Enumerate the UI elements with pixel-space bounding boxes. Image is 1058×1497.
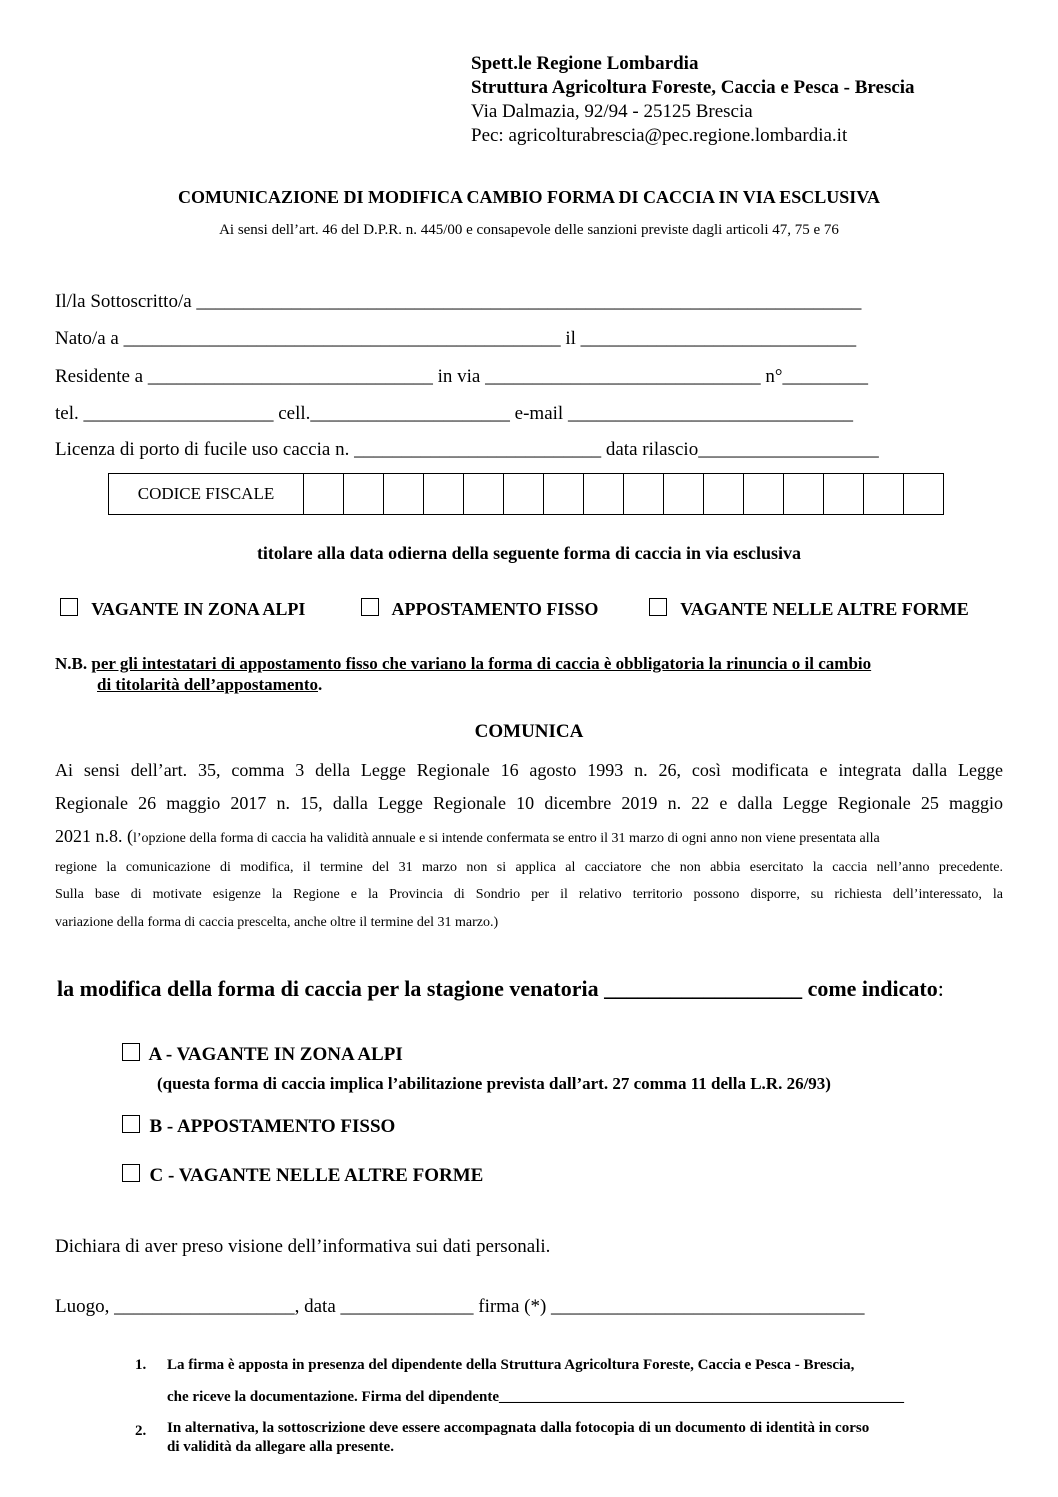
codice-fiscale-cell[interactable] xyxy=(824,474,864,515)
footnote-1-line-1: La firma è apposta in presenza del dipendente della Struttura Agricoltura Foreste, Caccia e Pesca - Brescia, xyxy=(167,1357,855,1373)
document-subtitle: Ai sensi dell’art. 46 del D.P.R. n. 445/00 e consapevole delle sanzioni previste dagli articoli 47, 75 e 76 xyxy=(219,222,839,238)
new-option-b-label: B - APPOSTAMENTO FISSO xyxy=(149,1116,396,1137)
codice-fiscale-cell[interactable] xyxy=(704,474,744,515)
body-line-3-small: l’opzione della forma di caccia ha validità annuale e si intende confermata se entro il 31 marzo di ogni anno non viene presentata alla xyxy=(133,831,880,846)
new-option-a[interactable] xyxy=(122,1043,403,1066)
recipient-address: Via Dalmazia, 92/94 - 25125 Brescia xyxy=(471,101,753,122)
new-option-c[interactable] xyxy=(122,1164,483,1187)
codice-fiscale-cell[interactable] xyxy=(424,474,464,515)
field-licenza[interactable]: Licenza di porto di fucile uso caccia n. __________________________ data rilascio___________________ xyxy=(55,439,879,460)
document-title: COMUNICAZIONE DI MODIFICA CAMBIO FORMA DI CACCIA IN VIA ESCLUSIVA xyxy=(178,187,880,207)
body-line-2: Regionale 26 maggio 2017 n. 15, dalla Legge Regionale 10 dicembre 2019 n. 22 e dalla Legge Regionale 25 maggio xyxy=(55,793,1003,813)
body-line-3-start: 2021 n.8. ( xyxy=(55,826,133,846)
body-line-1: Ai sensi dell’art. 35, comma 3 della Legge Regionale 16 agosto 1993 n. 26, così modificata e integrata dalla Legge xyxy=(55,760,1003,780)
checkbox-icon[interactable] xyxy=(122,1164,140,1182)
current-option-alpi[interactable] xyxy=(60,598,305,620)
new-option-a-note: (questa forma di caccia implica l’abilitazione prevista dall’art. 27 comma 11 della L.R. 26/93) xyxy=(157,1074,831,1093)
checkbox-icon[interactable] xyxy=(649,598,667,616)
current-option-label: VAGANTE IN ZONA ALPI xyxy=(91,599,306,619)
codice-fiscale-cell[interactable] xyxy=(784,474,824,515)
body-line-4: regione la comunicazione di modifica, il termine del 31 marzo non si applica al cacciatore che non abbia esercitato la caccia nell’anno precedente. xyxy=(55,860,1003,875)
footnote-2-line-2: di validità da allegare alla presente. xyxy=(167,1439,394,1455)
codice-fiscale-cell[interactable] xyxy=(544,474,584,515)
codice-fiscale-cell[interactable] xyxy=(864,474,904,515)
checkbox-icon[interactable] xyxy=(361,598,379,616)
codice-fiscale-cell[interactable] xyxy=(584,474,624,515)
current-option-appostamento[interactable] xyxy=(361,598,598,620)
codice-fiscale-cell[interactable] xyxy=(904,474,944,515)
footnote-2-number: 2. xyxy=(135,1423,147,1439)
codice-fiscale-cell[interactable] xyxy=(504,474,544,515)
field-residente[interactable]: Residente a ______________________________ in via _____________________________ n°_________ xyxy=(55,366,868,387)
codice-fiscale-cell[interactable] xyxy=(344,474,384,515)
codice-fiscale-label: CODICE FISCALE xyxy=(109,474,304,515)
dichiara-text: Dichiara di aver preso visione dell’informativa sui dati personali. xyxy=(55,1236,551,1257)
nb-text-line-2: di titolarità dell’appostamento xyxy=(97,675,318,694)
codice-fiscale-cell[interactable] xyxy=(624,474,664,515)
footnote-2-line-1: In alternativa, la sottoscrizione deve essere accompagnata dalla fotocopia di un documento di identità in corso xyxy=(167,1420,870,1436)
codice-fiscale-cell[interactable] xyxy=(304,474,344,515)
checkbox-icon[interactable] xyxy=(122,1115,140,1133)
footnote-1-number: 1. xyxy=(135,1357,147,1373)
current-option-altre[interactable] xyxy=(649,598,969,620)
nb-prefix: N.B. xyxy=(55,654,88,673)
comunica-heading: COMUNICA xyxy=(474,721,584,742)
codice-fiscale-grid[interactable] xyxy=(108,473,944,515)
nb-text-line-1: per gli intestatari di appostamento fisso che variano la forma di caccia è obbligatoria la rinuncia o il cambio xyxy=(91,654,872,673)
modifica-text: la modifica della forma di caccia per la stagione venatoria __________________ come indicato xyxy=(57,976,938,1001)
recipient-line-2: Struttura Agricoltura Foreste, Caccia e Pesca - Brescia xyxy=(471,77,915,98)
checkbox-icon[interactable] xyxy=(122,1043,140,1061)
codice-fiscale-cell[interactable] xyxy=(464,474,504,515)
nb-period: . xyxy=(318,675,323,694)
signature-line[interactable]: Luogo, ___________________, data ______________ firma (*) _________________________________ xyxy=(55,1296,865,1317)
modifica-line xyxy=(57,976,944,1002)
codice-fiscale-cell[interactable] xyxy=(384,474,424,515)
field-contatti[interactable]: tel. ____________________ cell._____________________ e-mail ______________________________ xyxy=(55,403,853,424)
new-option-a-label: A - VAGANTE IN ZONA ALPI xyxy=(148,1044,403,1065)
current-option-label: VAGANTE NELLE ALTRE FORME xyxy=(680,599,969,619)
recipient-pec: Pec: agricolturabrescia@pec.regione.lombardia.it xyxy=(471,125,848,146)
current-option-label: APPOSTAMENTO FISSO xyxy=(391,599,599,619)
codice-fiscale-cell[interactable] xyxy=(744,474,784,515)
body-line-5: Sulla base di motivate esigenze la Regione e la Provincia di Sondrio per il relativo territorio possono disporre, su richiesta dell’interessato, la xyxy=(55,887,1003,902)
nb-note-line-2 xyxy=(97,675,322,695)
checkbox-icon[interactable] xyxy=(60,598,78,616)
field-nato[interactable]: Nato/a a ______________________________________________ il _____________________________ xyxy=(55,328,857,349)
new-option-b[interactable] xyxy=(122,1115,395,1138)
body-line-3 xyxy=(55,826,1003,847)
modifica-colon: : xyxy=(937,976,944,1001)
field-sottoscritto[interactable]: Il/la Sottoscritto/a ______________________________________________________________________ xyxy=(55,291,862,312)
recipient-line-1: Spett.le Regione Lombardia xyxy=(471,53,699,74)
body-line-6: variazione della forma di caccia prescelta, anche oltre il termine del 31 marzo.) xyxy=(55,915,499,930)
codice-fiscale-cell[interactable] xyxy=(664,474,704,515)
new-option-c-label: C - VAGANTE NELLE ALTRE FORME xyxy=(149,1165,484,1186)
titolare-heading: titolare alla data odierna della seguente forma di caccia in via esclusiva xyxy=(256,543,802,563)
footnote-1-line-2: che riceve la documentazione. Firma del dipendente______________________________________________________ xyxy=(167,1389,905,1405)
nb-note xyxy=(55,654,871,674)
